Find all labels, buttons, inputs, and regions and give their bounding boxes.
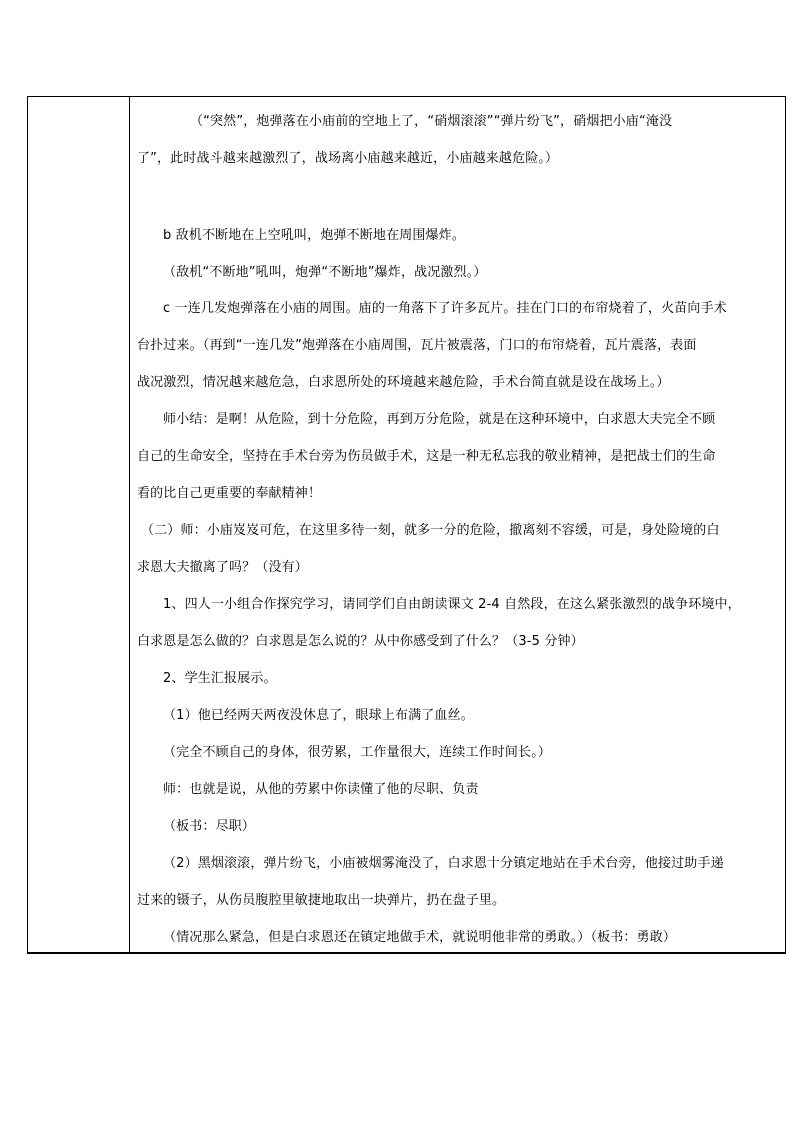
text-line: （完全不顾自己的身体，很劳累，工作量很大，连续工作时间长。） bbox=[163, 745, 552, 760]
text-line: 求恩大夫撤离了吗？（没有） bbox=[137, 560, 308, 575]
text-line: （1）他已经两天两夜没休息了，眼球上布满了血丝。 bbox=[163, 708, 474, 723]
text-line: （板书：尽职） bbox=[163, 819, 256, 834]
text-line: 台扑过来。（再到“一连几发”炮弹落在小庙周围，瓦片被震落，门口的布帘烧着，瓦片震落，表面 bbox=[137, 338, 697, 353]
text-line: （2）黑烟滚滚，弹片纷飞，小庙被烟雾淹没了，白求恩十分镇定地站在手术台旁，他接过助手递 bbox=[163, 856, 724, 871]
text-line: 白求恩是怎么做的？白求恩是怎么说的？从中你感受到了什么？（3-5 分钟） bbox=[137, 634, 584, 649]
text-line: 自己的生命安全，坚持在手术台旁为伤员做手术，这是一种无私忘我的敬业精神，是把战士们的生命 bbox=[137, 449, 716, 464]
text-line: 战况激烈，情况越来越危急，白求恩所处的环境越来越危险，手术台简直就是设在战场上。） bbox=[137, 375, 670, 390]
text-line: 看的比自己更重要的奉献精神！ bbox=[137, 486, 322, 501]
text-line: 1、四人一小组合作探究学习，请同学们自由朗读课文 2-4 自然段，在这么紧张激烈的战争环境中， bbox=[163, 597, 741, 612]
text-line: （敌机“不断地”吼叫，炮弹“不断地”爆炸，战况激烈。） bbox=[163, 265, 487, 280]
text-line: 了”，此时战斗越来越激烈了，战场离小庙越来越近，小庙越来越危险。） bbox=[137, 151, 559, 166]
text-line: （二）师：小庙岌岌可危，在这里多待一刻，就多一分的危险，撤离刻不容缓，可是，身处险境的白 bbox=[141, 523, 720, 538]
text-line: （“突然”，炮弹落在小庙前的空地上了，“硝烟滚滚”“弹片纷飞”，硝烟把小庙“淹没 bbox=[190, 114, 673, 129]
text-line: 师：也就是说，从他的劳累中你读懂了他的尽职、负责 bbox=[163, 782, 479, 797]
text-line: 师小结：是啊！从危险，到十分危险，再到万分危险，就是在这种环境中，白求恩大夫完全不顾 bbox=[163, 412, 716, 427]
text-line: c 一连几发炮弹落在小庙的周围。庙的一角落下了许多瓦片。挂在门口的布帘烧着了，火苗向手术 bbox=[163, 301, 727, 316]
text-line: b 敌机不断地在上空吼叫，炮弹不断地在周围爆炸。 bbox=[163, 228, 465, 243]
text-line: 过来的镊子，从伤员腹腔里敏捷地取出一块弹片，扔在盘子里。 bbox=[137, 893, 506, 908]
column-divider bbox=[129, 97, 130, 952]
text-line: 2、学生汇报展示。 bbox=[163, 671, 277, 686]
text-line: （情况那么紧急，但是白求恩还在镇定地做手术，就说明他非常的勇敢。）（板书：勇敢） bbox=[163, 930, 677, 945]
